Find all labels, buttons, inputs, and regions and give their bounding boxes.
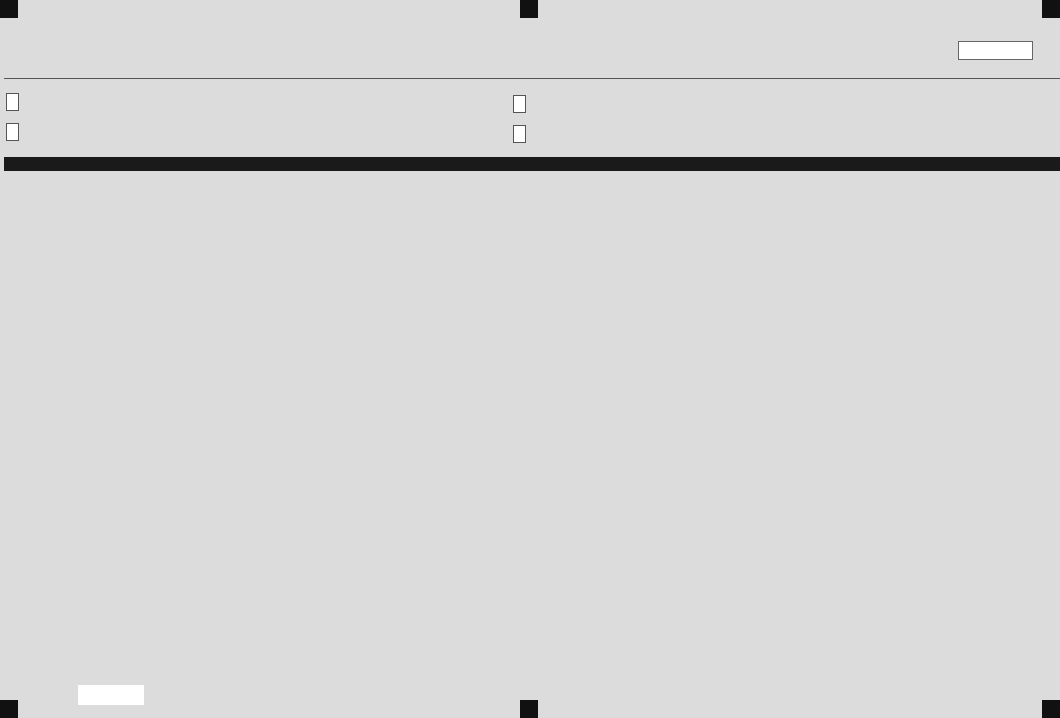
- field-3-number: [6, 123, 19, 141]
- barcode: [78, 685, 144, 705]
- field-4-number: [513, 125, 526, 143]
- registration-mark-bottom-center: [520, 700, 538, 718]
- header-divider: [4, 78, 1060, 79]
- field-2-number: [513, 95, 526, 113]
- registration-mark-top-left: [0, 0, 18, 18]
- registration-mark-top-center: [520, 0, 538, 18]
- current-page-input[interactable]: [958, 41, 1033, 60]
- registration-mark-bottom-left: [0, 700, 18, 718]
- field-1-number: [6, 93, 19, 111]
- registration-mark-bottom-right: [1042, 700, 1060, 718]
- section-title: [4, 157, 1060, 171]
- registration-mark-top-right: [1042, 0, 1060, 18]
